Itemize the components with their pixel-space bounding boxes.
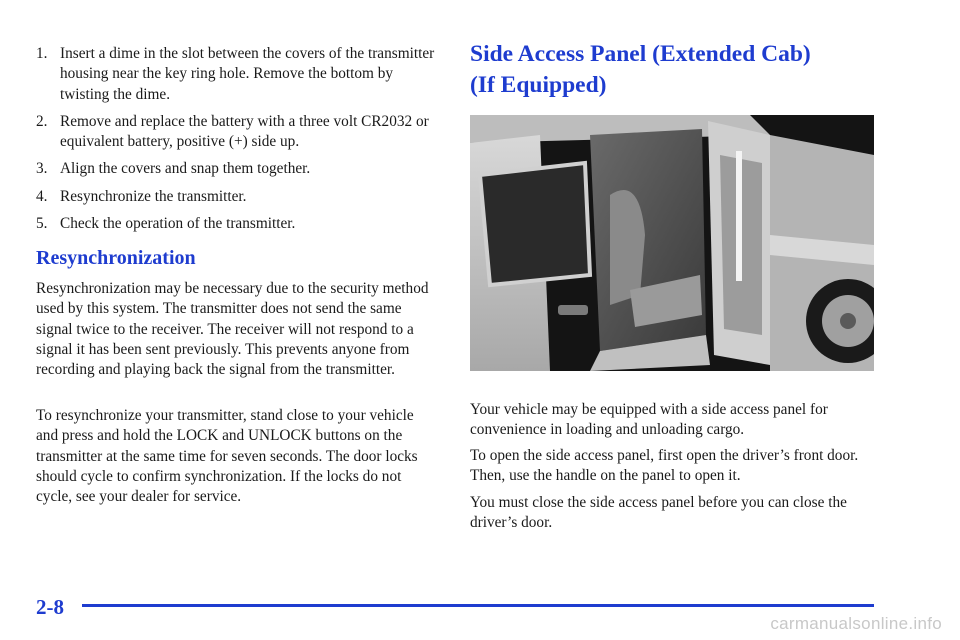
section-title	[470, 39, 890, 101]
side-panel-paragraph-2: To open the side access panel, first open the driver’s front door. Then, use the handle on the panel to open it.	[470, 447, 859, 485]
section-title-line-2: (If Equipped)	[470, 72, 607, 98]
battery-steps-list	[36, 44, 436, 241]
step-text: Resynchronize the transmitter.	[60, 187, 247, 205]
truck-photo-illustration	[470, 115, 874, 371]
step-text: Align the covers and snap them together.	[60, 160, 311, 178]
step-text: Check the operation of the transmitter.	[60, 215, 296, 233]
list-item	[36, 44, 436, 105]
list-item	[36, 159, 436, 179]
step-text: Remove and replace the battery with a three volt CR2032 or equivalent battery, positive (+) side up.	[60, 112, 429, 151]
side-access-panel-photo	[470, 115, 874, 371]
section-title-line-1: Side Access Panel (Extended Cab)	[470, 41, 811, 67]
step-number: 3.	[36, 160, 48, 178]
list-item	[36, 214, 436, 234]
step-number: 1.	[36, 45, 48, 62]
list-item	[36, 112, 436, 153]
footer-divider	[82, 604, 874, 607]
step-number: 2.	[36, 112, 48, 130]
side-panel-paragraph-3: You must close the side access panel before you can close the driver’s door.	[470, 494, 847, 532]
page-number: 2-8	[36, 595, 64, 619]
resynchronization-heading: Resynchronization	[36, 247, 196, 269]
step-number: 4.	[36, 187, 48, 205]
resynchronization-paragraph-1: Resynchronization may be necessary due to the security method used by this system. The transmitter does not send the same signal twice to the receiver. The receiver will not respond to a signal it has been sent previously. This prevents anyone from recording and playing back the signal from the transmitter.	[36, 280, 429, 379]
list-item	[36, 187, 436, 207]
side-panel-paragraph-1: Your vehicle may be equipped with a side access panel for convenience in loading and unloading cargo.	[470, 401, 828, 439]
step-number: 5.	[36, 215, 48, 233]
watermark: carmanualsonline.info	[770, 614, 942, 633]
step-text: Insert a dime in the slot between the covers of the transmitter housing near the key ring hole. Remove the bottom by twisting the dime.	[60, 45, 435, 103]
resynchronization-paragraph-2: To resynchronize your transmitter, stand close to your vehicle and press and hold the LOCK and UNLOCK buttons on the transmitter at the same time for seven seconds. The door locks should cycle to confirm synchronization. If the locks do not cycle, see your dealer for service.	[36, 407, 418, 506]
